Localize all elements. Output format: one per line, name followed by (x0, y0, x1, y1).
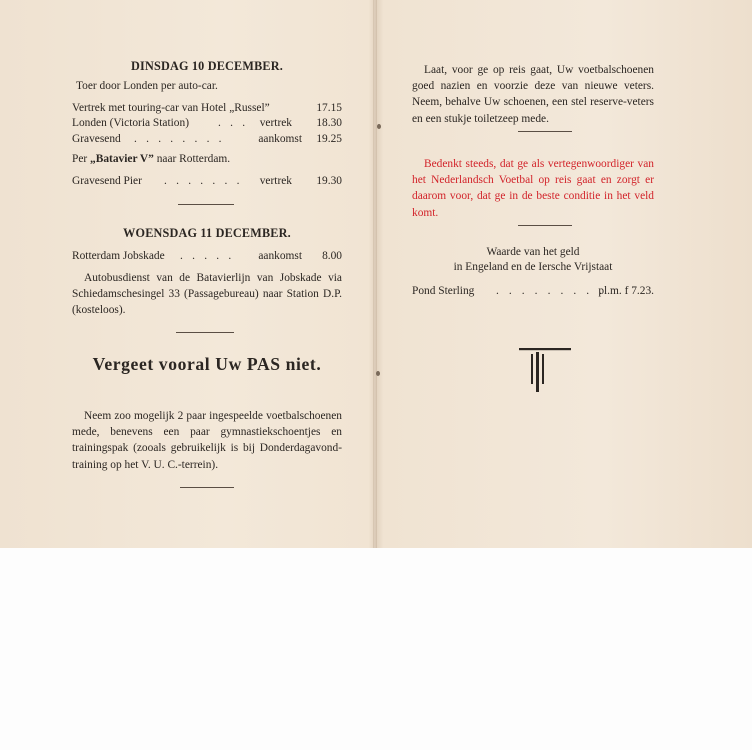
row-place: Londen (Victoria Station) (72, 117, 189, 129)
money-leader: . . . . . . . . . (496, 285, 606, 297)
row-label: aankomst (258, 133, 302, 145)
row-leader: . . . (218, 117, 249, 129)
divider (178, 204, 234, 205)
monogram-logo-icon (519, 348, 571, 392)
ship-prefix: Per (72, 153, 88, 165)
row-label: vertrek (259, 175, 292, 187)
row-time: 19.25 (316, 133, 342, 145)
money-row (412, 283, 654, 299)
ship-line (72, 151, 342, 167)
gear-text: Neem zoo mogelijk 2 paar ingespeelde voetbalschoenen mede, benevens een paar gymnastiekschoentjes en trainingspak (zooals gebruikelijk is bij Donderdagavond-training op het V. U. C.-terrein). (72, 410, 342, 471)
divider (176, 332, 234, 333)
passport-notice: Vergeet vooral Uw PAS niet. (92, 354, 322, 374)
money-value: pl.m. f 7.23. (598, 285, 654, 297)
bus-text: Autobusdienst van de Batavierlijn van Jobskade via Schiedamschesingel 33 (Passagebureau) naar Station D.P. (kosteloos). (72, 272, 342, 317)
row-label: vertrek (259, 117, 292, 129)
row-leader: . . . . . . . (164, 175, 243, 187)
staple-hole-top (377, 124, 381, 129)
divider (518, 131, 572, 132)
warning-text: Bedenkt steeds, dat ge als vertegenwoordiger van het Nederlandsch Voetbal op reis gaat en zorgt er daarom voor, dat ge in de beste conditie in het veld komt. (412, 158, 654, 219)
schedule-row (72, 115, 342, 131)
row-time: 17.15 (316, 102, 342, 114)
row-time: 18.30 (316, 117, 342, 129)
row-place: Gravesend Pier (72, 175, 142, 187)
money-heading-1: Waarde van het geld (486, 246, 580, 258)
row-place: Rotterdam Jobskade (72, 250, 165, 262)
row-label: aankomst (258, 250, 302, 262)
ship-suffix: naar Rotterdam. (156, 153, 231, 165)
day2-heading: WOENSDAG 11 DECEMBER. (123, 226, 291, 240)
row-leader: . . . . . (180, 250, 235, 262)
row-time: 19.30 (316, 175, 342, 187)
center-fold (373, 0, 377, 548)
money-currency: Pond Sterling (412, 285, 475, 297)
divider (518, 225, 572, 226)
day1-heading: DINSDAG 10 DECEMBER. (131, 59, 283, 73)
row-time: 8.00 (322, 250, 342, 262)
money-heading-2: in Engeland en de Iersche Vrijstaat (453, 261, 613, 273)
row-leader: . . . . . . . . (134, 133, 225, 145)
scan-background (0, 548, 752, 750)
schedule-row (72, 100, 342, 116)
boots-text: Laat, voor ge op reis gaat, Uw voetbalschoenen goed nazien en voorzie deze van nieuwe veters. Neem, behalve Uw schoenen, een stel reserve-veters en een stukje toiletzeep mede. (412, 64, 654, 125)
schedule-row (72, 131, 342, 147)
staple-hole-bottom (376, 371, 380, 376)
schedule-row (72, 173, 342, 189)
row-place: Vertrek met touring-car van Hotel „Russel” (72, 102, 270, 114)
row-place: Gravesend (72, 133, 121, 145)
schedule-row (72, 248, 342, 264)
divider (180, 487, 234, 488)
day1-intro: Toer door Londen per auto-car. (76, 80, 218, 92)
ship-name: „Batavier V” (90, 153, 154, 165)
